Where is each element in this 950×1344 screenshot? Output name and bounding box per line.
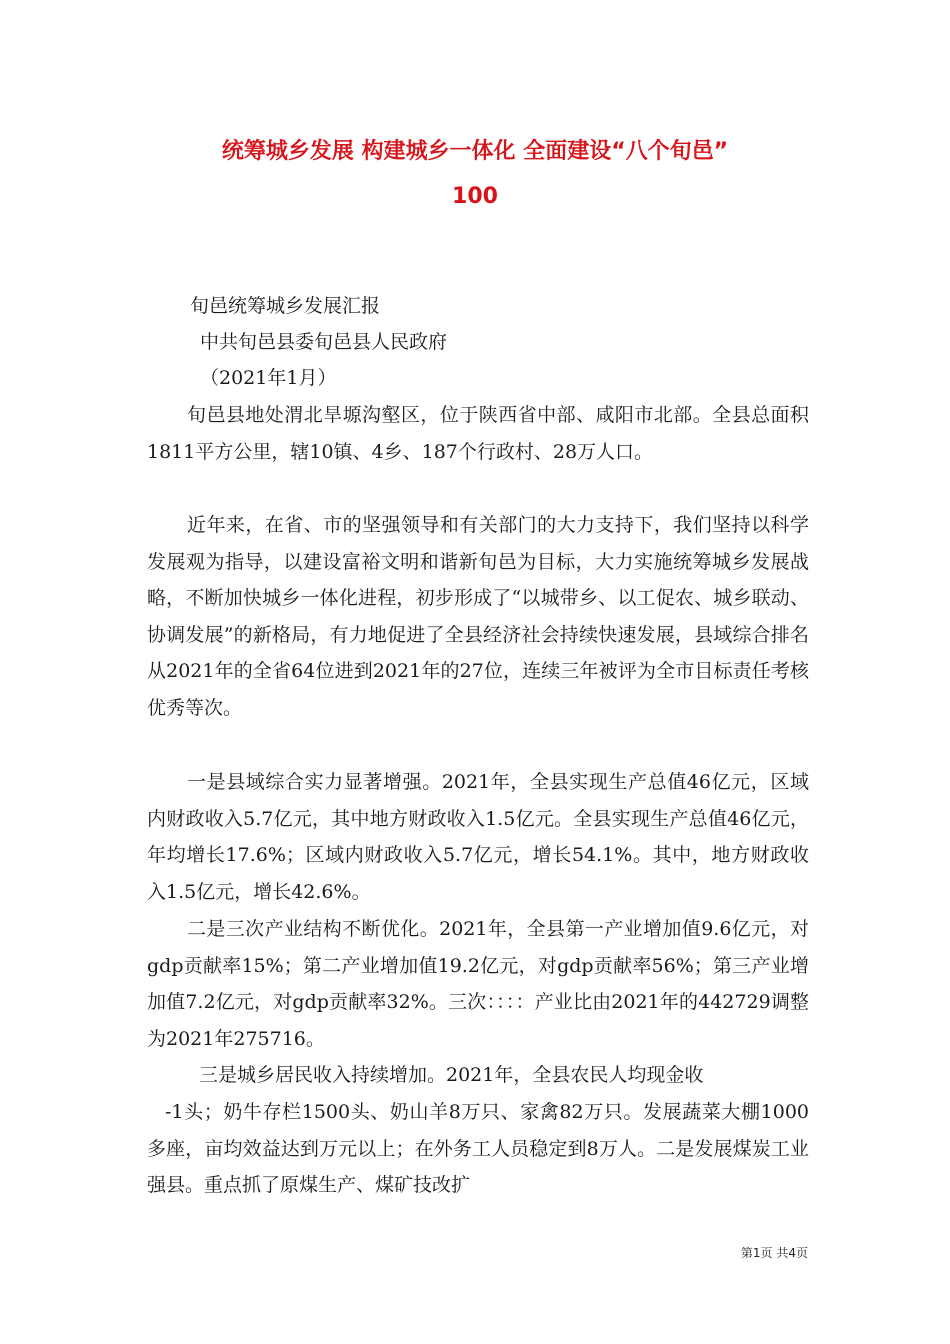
paragraph-progress: 近年来，在省、市的坚强领导和有关部门的大力支持下，我们坚持以科学发展观为指导，以建设富裕文明和谐新旬邑为目标，大力实施统筹城乡发展战略，不断加快城乡一体化进程，初步形成了“以城带乡、以工促农、城乡联动、协调发展”的新格局，有力地促进了全县经济社会持续快速发展，县域综合排名从2021年的全省64位进到2021年的27位，连续三年被评为全市目标责任考核优秀等次。 [147,514,809,719]
paragraph-overview: 旬邑县地处渭北旱塬沟壑区，位于陕西省中部、咸阳市北部。全县总面积1811平方公里，辖10镇、4乡、187个行政村、28万人口。 [147,404,809,463]
paragraph-strength: 一是县域综合实力显著增强。2021年，全县实现生产总值46亿元，区域内财政收入5.7亿元，其中地方财政收入1.5亿元。全县实现生产总值46亿元，年均增长17.6%；区域内财政收入5.7亿元，增长54.1%。其中，地方财政收入1.5亿元，增长42.6%。 [147,771,809,903]
document-title-line2: 100 [452,184,498,209]
paragraph-income: 三是城乡居民收入持续增加。2021年，全县农民人均现金收 [199,1064,704,1086]
report-subtitle: 旬邑统筹城乡发展汇报 [190,295,381,317]
report-date: （2021年1月） [200,367,337,389]
document-title-line1: 统筹城乡发展 构建城乡一体化 全面建设“八个旬邑” [221,139,729,164]
paragraph-structure: 二是三次产业结构不断优化。2021年，全县第一产业增加值9.6亿元，对gdp贡献率15%；第二产业增加值19.2亿元，对gdp贡献率56%；第三产业增加值7.2亿元，对gdp贡献率32%。三次：：：：产业比由2021年的442729调整为2021年275716。 [147,918,809,1050]
report-author: 中共旬邑县委旬邑县人民政府 [200,331,448,353]
paragraph-agriculture: -1头；奶牛存栏1500头、奶山羊8万只、家禽82万只。发展蔬菜大棚1000多座，亩均效益达到万元以上；在外务工人员稳定到8万人。二是发展煤炭工业强县。重点抓了原煤生产、煤矿技改扩 [147,1101,809,1197]
page-number: 第1页 共4页 [740,1246,808,1260]
